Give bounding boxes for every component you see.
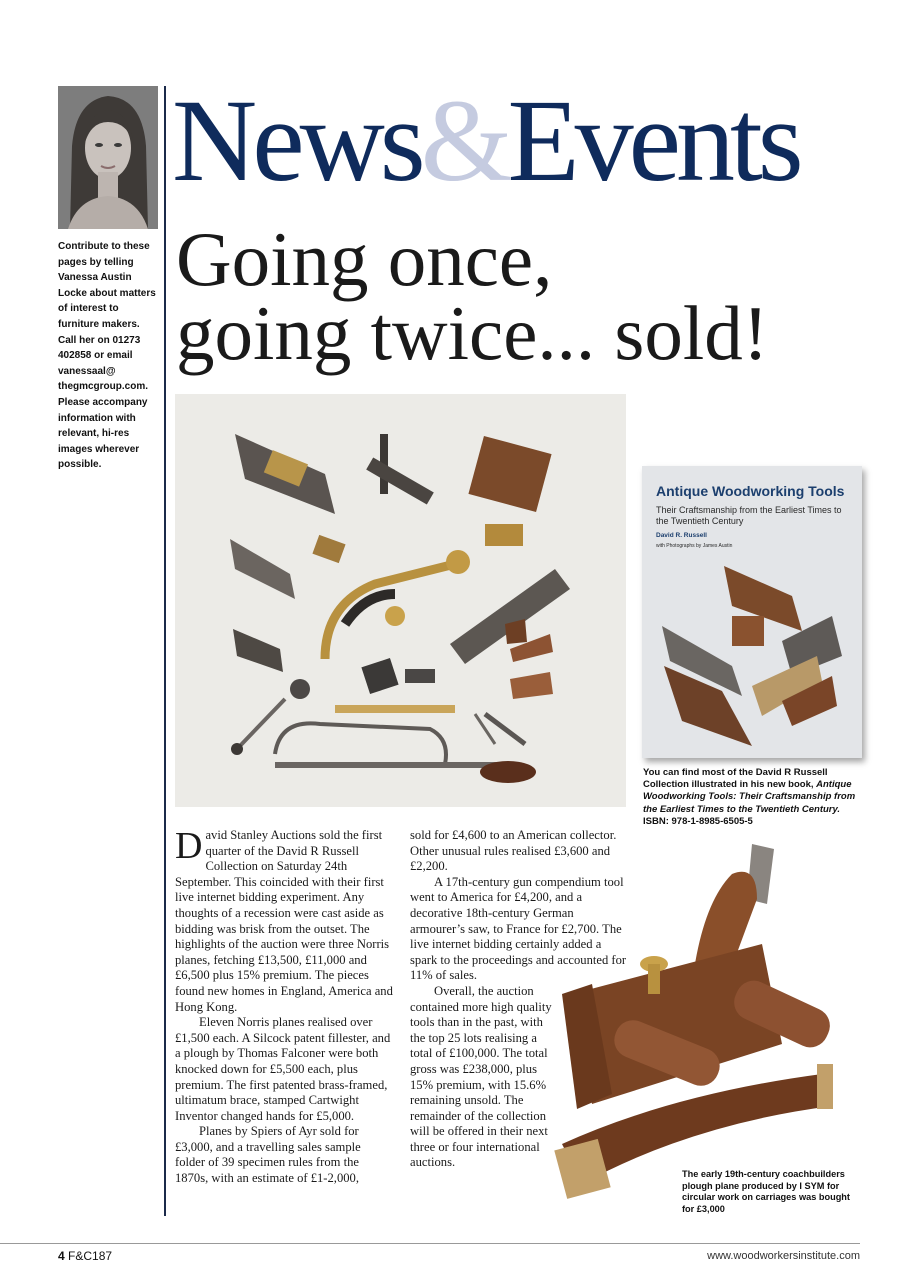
article-column-1 (175, 825, 393, 1187)
article-headline (176, 216, 876, 376)
page-number: 4 (58, 1249, 65, 1263)
headline-line-1: Going once, (176, 216, 553, 302)
article-col1-para-3: Planes by Spiers of Ayr sold for £3,000, and a travelling sales sample folder of 39 specimen rules from the 1870s, with an estimate of £1-2,000, (175, 1124, 361, 1186)
book-cover-subtitle: Their Craftsmanship from the Earliest Times to the Twentieth Century (656, 505, 842, 526)
book-caption-isbn: ISBN: 978-1-8985-6505-5 (643, 815, 753, 827)
footer-rule (0, 1243, 860, 1244)
plough-caption: The early 19th-century coachbuilders plough plane produced by I SYM for circular work on carriages was bought for £3,000 (682, 1169, 850, 1214)
book-cover-photo-credit: with Photographs by James Austin (656, 543, 733, 549)
issue-number: F&C187 (68, 1249, 113, 1263)
article-col2-para-3: Overall, the auction contained more high quality tools than in the past, with the top 25 lots realising a total of £100,000. The total gross was £238,000, plus 15% premium, with 15.6% remaining unsold. The remainder of the collection will be offered in their next three or four international auctions. (410, 983, 552, 1170)
article-col2-para-2: A 17th-century gun compendium tool went to America for £4,200, and a decorative 18th-century German armourer’s saw, to France for £2,700. The live internet bidding certainly added a spark to the proceedings and accounted for 11% of sales. (410, 874, 627, 983)
vertical-rule (164, 86, 166, 1216)
footer-website: www.woodworkersinstitute.com (707, 1250, 860, 1262)
plough-plane-photo (552, 844, 842, 1206)
section-masthead (172, 76, 799, 206)
masthead-news: News (172, 75, 421, 206)
book-caption (643, 767, 867, 828)
article-col1-para-2: Eleven Norris planes realised over £1,500 each. A Silcock patent fillester, and a plough by Thomas Falconer were both knocked down for £5,500 each, plus premium. The first patented brass-framed, ultimatum brace, stamped Cartwight Inventor changed hands for £5,000. (175, 1015, 391, 1123)
book-cover-title: Antique Woodworking Tools (656, 483, 845, 499)
masthead-ampersand: & (420, 75, 508, 206)
article-col2-para-1: sold for £4,600 to an American collector. Other unusual rules realised £3,600 and £2,200. (410, 828, 617, 874)
article-col1-para-1: avid Stanley Auctions sold the first quarter of the David R Russell Collection on Saturday 24th September. This coincided with their first live internet bidding experiment. Any thoughts of a recession were cast aside as bidding was brisk from the outset. The highlights of the auction were three Norris planes, fetching £13,500, £11,000 and £6,500 plus 15% premium. The pieces found new homes in England, America and Hong Kong. (175, 828, 393, 1014)
article-dropcap: D (175, 825, 203, 867)
book-caption-title: Antique Woodworking Tools: Their Craftsmanship from the Earliest Times to the Twentieth Century. (643, 779, 856, 815)
headline-line-2: going twice... sold! (176, 290, 769, 376)
book-caption-prefix: You can find most of the David R Russell Collection illustrated in his new book, (643, 767, 828, 791)
book-cover-author: David R. Russell (656, 532, 707, 539)
tools-collection-photo (175, 394, 626, 807)
contribute-text: Contribute to these pages by telling Vanessa Austin Locke about matters of interest to furniture makers. Call her on 01273 402858 or email vanessaal@ thegmcgroup.com. Please accompany information with relevant, hi-res images wherever possible. (58, 241, 156, 471)
contributor-portrait (58, 86, 158, 229)
masthead-events: Events (507, 75, 799, 206)
footer-folio (58, 1249, 112, 1263)
